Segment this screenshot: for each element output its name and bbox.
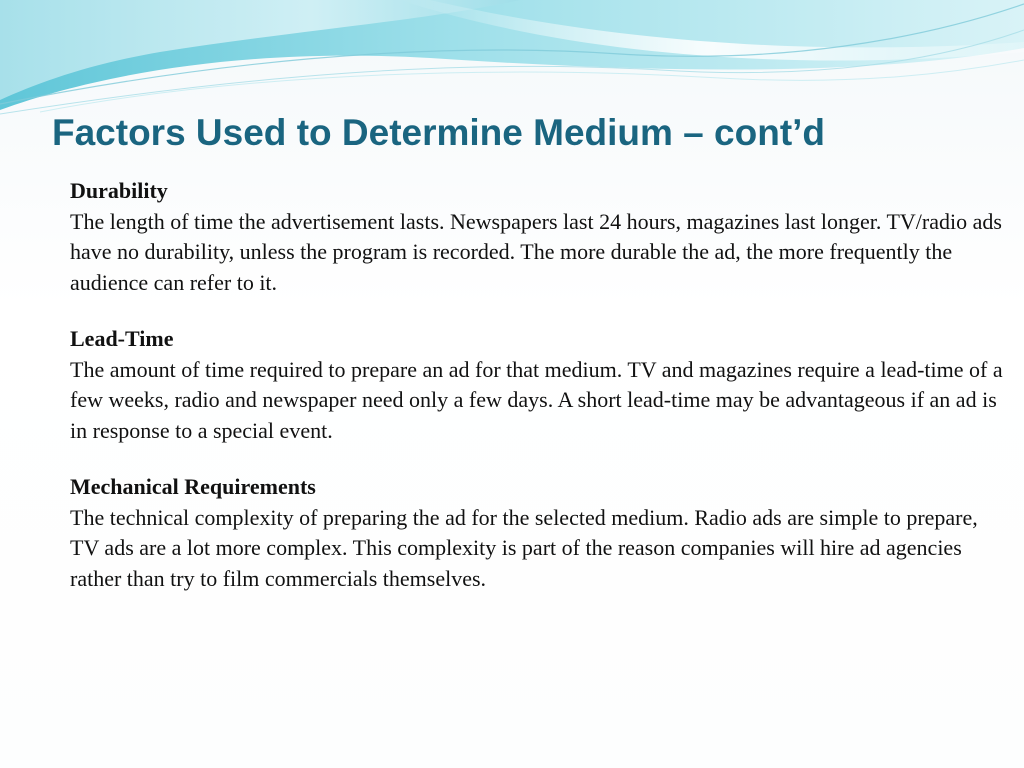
slide-content [70, 176, 1005, 620]
section-lead-time [70, 324, 1005, 446]
section-body: The technical complexity of preparing the ad for the selected medium. Radio ads are simple to prepare, TV ads are a lot more complex. This complexity is part of the reason companies will hire ad agencies rather than try to film commercials themselves. [70, 504, 978, 591]
section-body: The amount of time required to prepare an ad for that medium. TV and magazines require a lead-time of a few weeks, radio and newspaper need only a few days. A short lead-time may be advantageous if an ad is in response to a special event. [70, 356, 1003, 443]
section-body: The length of time the advertisement lasts. Newspapers last 24 hours, magazines last longer. TV/radio ads have no durability, unless the program is recorded. The more durable the ad, the more frequently the audience can refer to it. [70, 208, 1002, 295]
section-durability [70, 176, 1005, 298]
section-mechanical-requirements [70, 472, 1005, 594]
slide-title: Factors Used to Determine Medium – cont’d [52, 112, 826, 153]
section-heading: Durability [70, 178, 168, 203]
section-heading: Lead-Time [70, 326, 174, 351]
section-heading: Mechanical Requirements [70, 474, 316, 499]
